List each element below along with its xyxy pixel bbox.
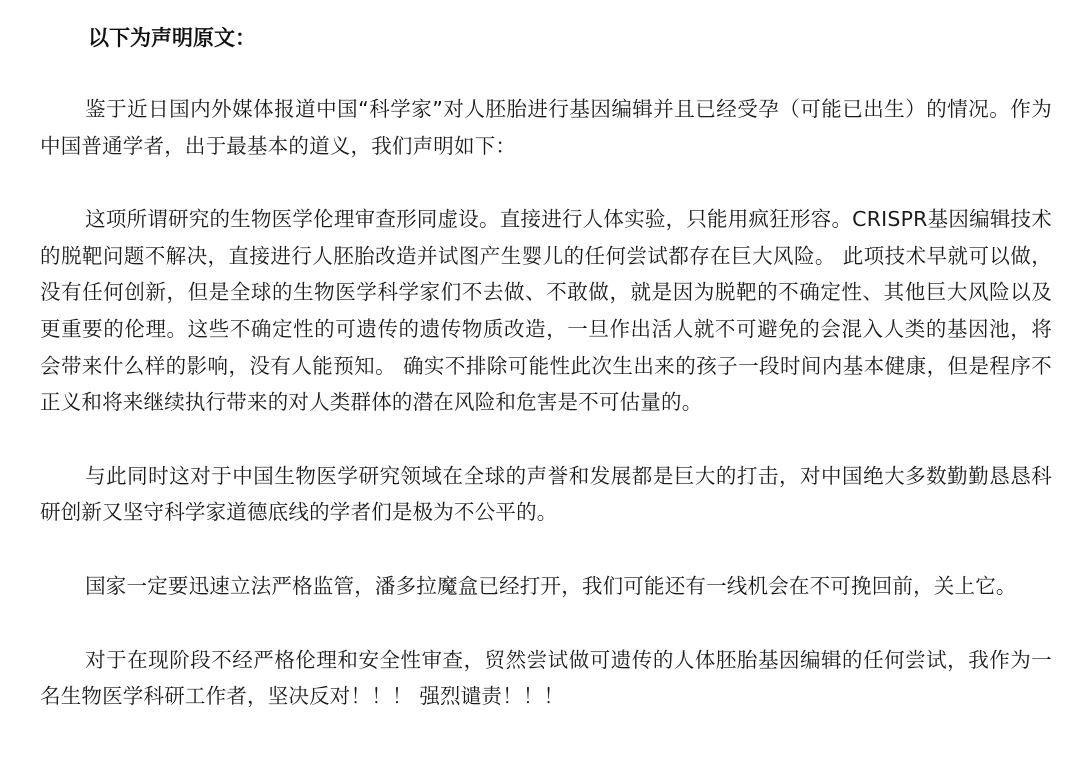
statement-heading: 以下为声明原文：: [88, 26, 256, 50]
paragraph-intro: 鉴于近日国内外媒体报道中国“科学家”对人胚胎进行基因编辑并且已经受孕（可能已出生）的情况。作为中国普通学者，出于最基本的道义，我们声明如下：: [40, 97, 1052, 158]
paragraph-legislation: 国家一定要迅速立法严格监管，潘多拉魔盒已经打开，我们可能还有一线机会在不可挽回前，关上它。: [85, 573, 1017, 598]
paragraph-opposition: 对于在现阶段不经严格伦理和安全性审查，贸然尝试做可遗传的人体胚胎基因编辑的任何尝试，我作为一名生物医学科研工作者，坚决反对！！！ 强烈谴责！！！: [40, 647, 1052, 709]
paragraph-ethics-review: 这项所谓研究的生物医学伦理审查形同虚设。直接进行人体实验，只能用疯狂形容。CRISPR基因编辑技术的脱靶问题不解决，直接进行人胚胎改造并试图产生婴儿的任何尝试都存在巨大风险。 此项技术早就可以做，没有任何创新，但是全球的生物医学科学家们不去做、不敢做，就是因为脱靶的不确定性、其他巨大风险以及更重要的伦理。这些不确定性的可遗传的遗传物质改造，一旦作出活人就不可避免的会混入人类的基因池，将会带来什么样的影响，没有人能预知。 确实不排除可能性此次生出来的孩子一段时间内基本健康，但是程序不正义和将来继续执行带来的对人类群体的潜在风险和危害是不可估量的。: [40, 207, 1052, 415]
paragraph-reputation: 与此同时这对于中国生物医学研究领域在全球的声誉和发展都是巨大的打击，对中国绝大多数勤勤恳恳科研创新又坚守科学家道德底线的学者们是极为不公平的。: [40, 463, 1052, 525]
